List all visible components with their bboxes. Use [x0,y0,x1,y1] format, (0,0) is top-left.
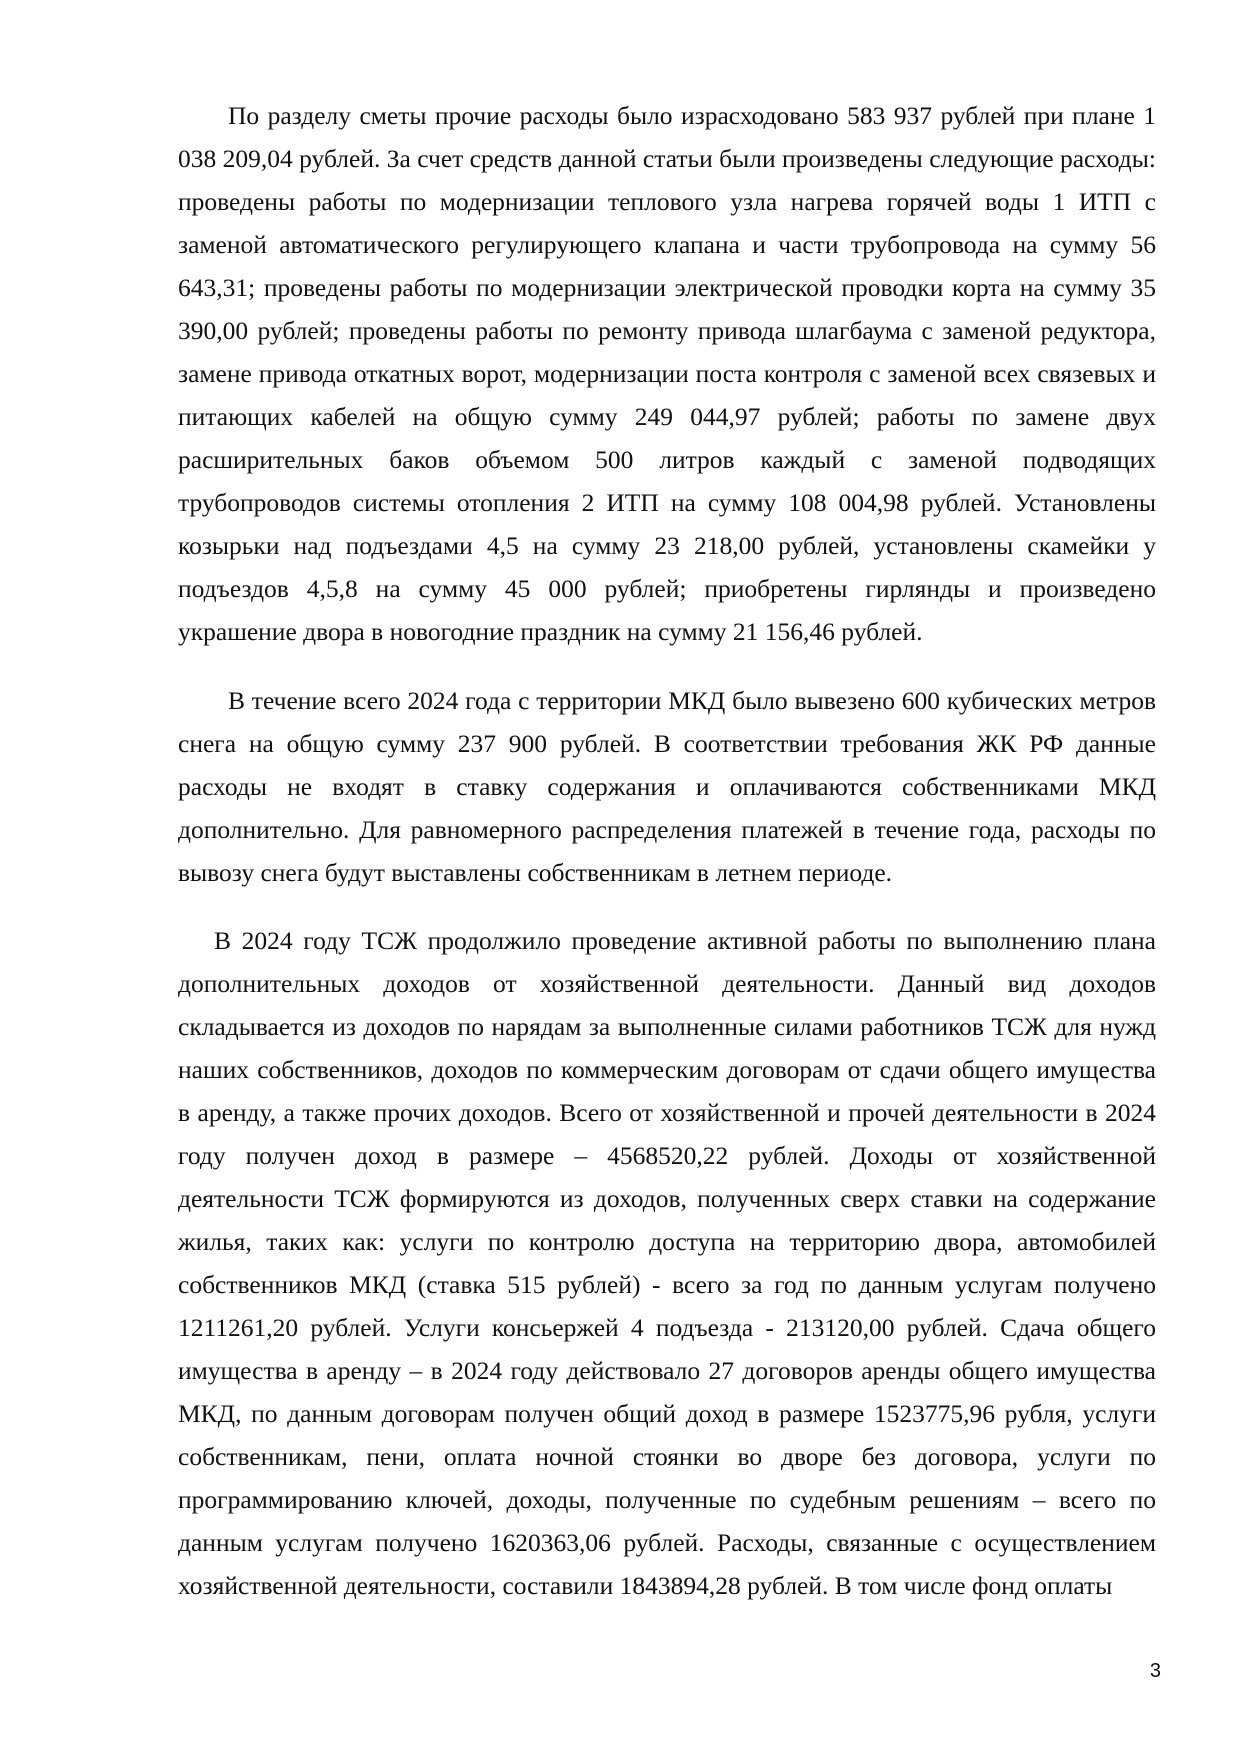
paragraph-other-expenses: По разделу сметы прочие расходы было израсходовано 583 937 рублей при плане 1 038 209,04 рублей. За счет средств данной статьи были произведены следующие расходы: проведены работы по модернизации теплового узла нагрева горячей воды 1 ИТП с заменой автоматического регулирующего клапана и части трубопровода на сумму 56 643,31; проведены работы по модернизации электрической проводки корта на сумму 35 390,00 рублей; проведены работы по ремонту привода шлагбаума с заменой редуктора, замене привода откатных ворот, модернизации поста контроля с заменой всех связевых и питающих кабелей на общую сумму 249 044,97 рублей; работы по замене двух расширительных баков объемом 500 литров каждый с заменой подводящих трубопроводов системы отопления 2 ИТП на сумму 108 004,98 рублей. Установлены козырьки над подъездами 4,5 на сумму 23 218,00 рублей, установлены скамейки у подъездов 4,5,8 на сумму 45 000 рублей; приобретены гирлянды и произведено украшение двора в новогодние праздник на сумму 21 156,46 рублей. [178,101,1157,646]
paragraph-snow-removal: В течение всего 2024 года с территории МКД было вывезено 600 кубических метров снега на общую сумму 237 900 рублей. В соответствии требования ЖК РФ данные расходы не входят в ставку содержания и оплачиваются собственниками МКД дополнительно. Для равномерного распределения платежей в течение года, расходы по вывозу снега будут выставлены собственникам в летнем периоде. [178,686,1156,887]
paragraph-business-income: В 2024 году ТСЖ продолжило проведение активной работы по выполнению плана дополнительных доходов от хозяйственной деятельности. Данный вид доходов складывается из доходов по нарядам за выполненные силами работников ТСЖ для нужд наших собственников, доходов по коммерческим договорам от сдачи общего имущества в аренду, а также прочих доходов. Всего от хозяйственной и прочей деятельности в 2024 году получен доход в размере – 4568520,22 рублей. Доходы от хозяйственной деятельности ТСЖ формируются из доходов, полученных сверх ставки на содержание жилья, таких как: услуги по контролю доступа на территорию двора, автомобилей собственников МКД (ставка 515 рублей) - всего за год по данным услугам получено 1211261,20 рублей. Услуги консьержей 4 подъезда - 213120,00 рублей. Сдача общего имущества в аренду – в 2024 году действовало 27 договоров аренды общего имущества МКД, по данным договорам получен общий доход в размере 1523775,96 рубля, услуги собственникам, пени, оплата ночной стоянки во дворе без договора, услуги по программированию ключей, доходы, полученные по судебным решениям – всего по данным услугам получено 1620363,06 рублей. Расходы, связанные с осуществлением хозяйственной деятельности, составили 1843894,28 рублей. В том числе фонд оплаты [178,926,1156,1600]
page-number: 3 [1149,1660,1161,1682]
